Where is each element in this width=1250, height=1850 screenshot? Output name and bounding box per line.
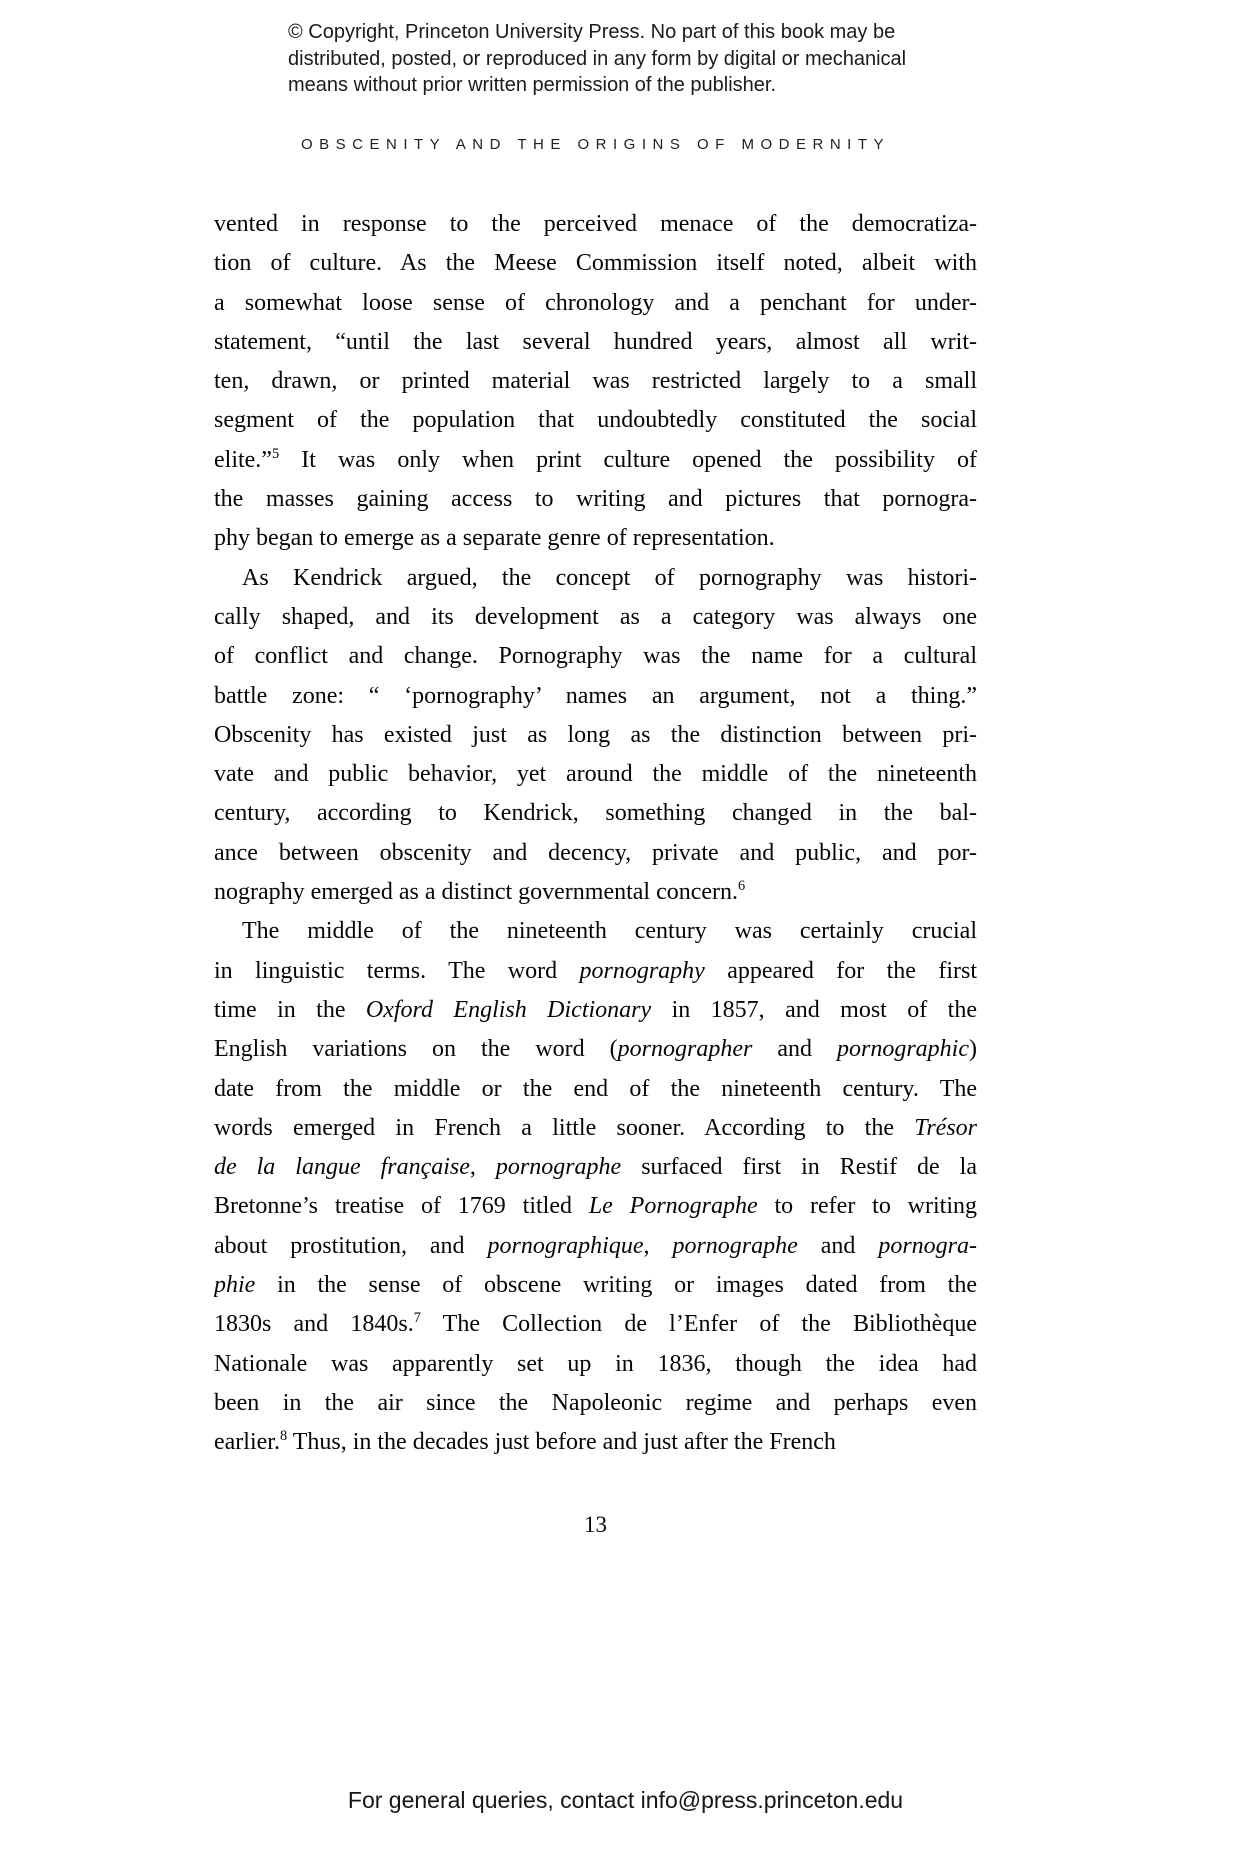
text-line: century, according to Kendrick, something changed in the bal- [214,800,977,827]
text-line: elite.”$^5$ It was only when print culture opened the possibility of [214,445,977,473]
text-line: statement, “until the last several hundred years, almost all writ- [214,328,977,355]
text-line: cally shaped, and its development as a category was always one [214,603,977,630]
text-line: battle zone: “ ‘pornography’ names an argument, not a thing.” [214,682,977,709]
text-line: segment of the population that undoubtedly constituted the social [214,407,977,434]
footer-contact: For general queries, contact info@press.princeton.edu [347,1787,904,1813]
text-line: nography emerged as a distinct governmental concern.$^6$ [214,878,746,906]
text-line: words emerged in French a little sooner. According to the Trésor [214,1114,977,1141]
text-line: As Kendrick argued, the concept of pornography was histori- [242,564,977,591]
text-line: of conflict and change. Pornography was the name for a cultural [214,643,977,670]
text-line: date from the middle or the end of the nineteenth century. The [214,1075,977,1102]
text-line: phie in the sense of obscene writing or images dated from the [214,1272,977,1299]
text-line: vented in response to the perceived menace of the democratiza- [214,211,977,237]
text-line: time in the Oxford English Dictionary in 1857, and most of the [214,996,977,1023]
text-line: been in the air since the Napoleonic regime and perhaps even [214,1389,977,1416]
running-header: OBSCENITY AND THE ORIGINS OF MODERNITY [301,136,890,153]
text-line: Bretonne’s treatise of 1769 titled Le Pornographe to refer to writing [214,1193,977,1220]
copyright-line: distributed, posted, or reproduced in any form by digital or mechanical [288,47,907,70]
text-line: ten, drawn, or printed material was restricted largely to a small [214,368,977,395]
text-line: ance between obscenity and decency, private and public, and por- [214,839,977,866]
text-line: English variations on the word (pornographer and pornographic) [214,1036,977,1063]
text-line: earlier.$^8$ Thus, in the decades just before and just after the French [214,1428,836,1456]
copyright-line: means without prior written permission of the publisher. [288,74,777,96]
text-line: a somewhat loose sense of chronology and a penchant for under- [214,289,977,316]
text-line: in linguistic terms. The word pornography appeared for the first [214,957,977,984]
body-text [214,205,977,1463]
copyright-notice [288,19,906,99]
page-number: 13 [584,1512,607,1537]
text-line: 1830s and 1840s.$^7$ The Collection de l’Enfer of the Bibliothèque [214,1310,977,1338]
text-line: vate and public behavior, yet around the middle of the nineteenth [214,761,977,788]
text-line: phy began to emerge as a separate genre of representation. [214,525,775,552]
text-line: tion of culture. As the Meese Commission itself noted, albeit with [214,250,977,277]
text-line: Nationale was apparently set up in 1836, though the idea had [214,1350,977,1377]
text-line: the masses gaining access to writing and pictures that pornogra- [214,486,977,513]
copyright-line: © Copyright, Princeton University Press. No part of this book may be [288,21,896,43]
text-line: Obscenity has existed just as long as the distinction between pri- [214,721,977,748]
text-line: de la langue française, pornographe surfaced first in Restif de la [214,1154,977,1181]
text-line: The middle of the nineteenth century was certainly crucial [242,918,977,945]
text-line: about prostitution, and pornographique, pornographe and pornogra- [214,1232,977,1259]
